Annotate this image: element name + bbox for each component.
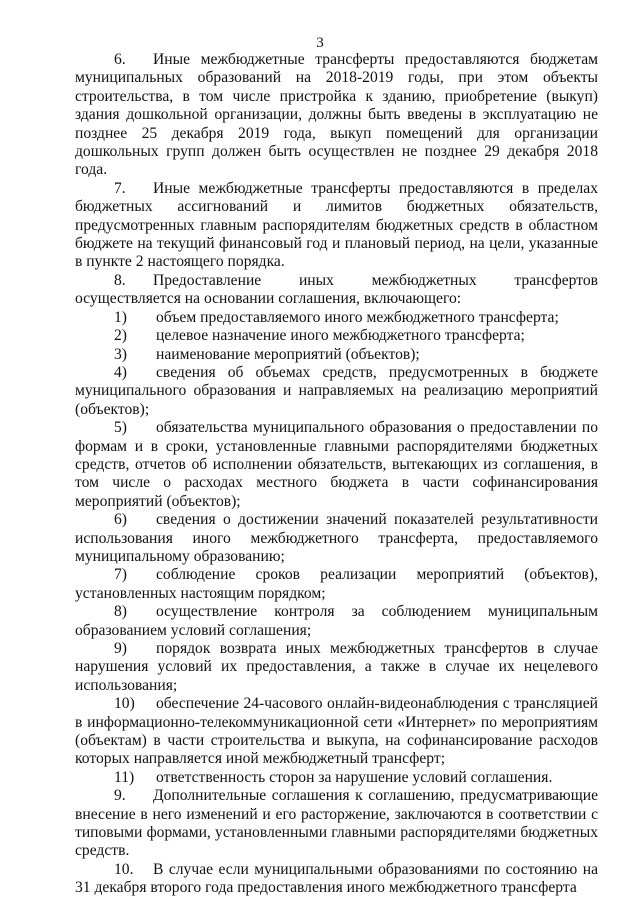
subitem-number: 8): [114, 603, 127, 621]
subitem-1: [75, 309, 598, 327]
subitem-number: 11): [114, 768, 135, 786]
subitem-text: обеспечение 24-часового онлайн-видеонаблюдения с трансляцией в информационно-телекоммуникационной сети «Интернет» по мероприятиям (объектам) в части строительства и выкупа, на софинансирование расходов которых направляется иной межбюджетный трансферт;: [75, 695, 598, 768]
paragraph-9: [75, 787, 598, 861]
subitem-number: 1): [114, 308, 127, 326]
subitem-2: [75, 327, 598, 345]
subitem-number: 10): [114, 695, 135, 713]
paragraph-number: 8.: [114, 271, 126, 289]
subitem-8: [75, 603, 598, 640]
subitem-text: соблюдение сроков реализации мероприятий (объектов), установленных настоящим порядком;: [75, 566, 598, 602]
subitem-text: ответственность сторон за нарушение условий соглашения.: [156, 768, 553, 786]
subitem-text: осуществление контроля за соблюдением муниципальным образованием условий соглашения;: [75, 603, 598, 639]
subitem-number: 2): [114, 327, 127, 345]
subitem-10: [75, 695, 598, 769]
paragraph-7: [75, 180, 598, 272]
paragraph-number: 10.: [114, 860, 134, 878]
paragraph-10: [75, 861, 598, 898]
paragraph-text: Иные межбюджетные трансферты предоставляются в пределах бюджетных ассигнований и лимитов бюджетных обязательств, предусмотренных главным распорядителям бюджетных средств в областном бюджете на текущий финансовый год и плановый период, на цели, указанные в пункте 2 настоящего порядка.: [75, 179, 598, 271]
subitem-11: [75, 769, 598, 787]
subitem-3: [75, 346, 598, 364]
subitem-text: порядок возврата иных межбюджетных трансфертов в случае нарушения условий их предоставления, а также в случае их нецелевого использования;: [75, 640, 598, 694]
page-number: 3: [316, 35, 324, 51]
subitem-number: 7): [114, 566, 127, 584]
paragraph-number: 9.: [114, 787, 126, 805]
subitem-text: сведения об объемах средств, предусмотренных в бюджете муниципального образования и направляемых на реализацию мероприятий (объектов);: [75, 363, 598, 418]
subitem-text: объем предоставляемого иного межбюджетного трансферта;: [156, 308, 559, 326]
subitem-text: наименование мероприятий (объектов);: [156, 345, 420, 363]
subitem-number: 9): [114, 640, 127, 657]
paragraph-text: Предоставление иных межбюджетных трансфертов осуществляется на основании соглашения, включающего:: [75, 271, 598, 308]
subitem-4: [75, 364, 598, 419]
paragraph-text: В случае если муниципальными образованиями по состоянию на 31 декабря второго года предоставления иного межбюджетного трансферта: [75, 860, 598, 897]
paragraph-text: Иные межбюджетные трансферты предоставляются бюджетам муниципальных образований на 2018-2019 годы, при этом объекты строительства, в том числе пристройка к зданию, приобретение (выкуп) здания дошкольной организации, должны быть введены в эксплуатацию не позднее 25 декабря 2019 года, выкуп помещений для организации дошкольных групп должен быть осуществлен не позднее 29 декабря 2018 года.: [75, 51, 598, 179]
subitem-9: [75, 640, 598, 695]
subitem-number: 3): [114, 345, 127, 363]
paragraph-text: Дополнительные соглашения к соглашению, предусматривающие внесение в него изменений и его расторжение, заключаются в соответствии с типовыми формами, установленными главными распорядителями бюджетных средств.: [75, 787, 598, 860]
subitem-6: [75, 511, 598, 566]
paragraph-number: 7.: [114, 179, 126, 197]
subitem-text: целевое назначение иного межбюджетного трансферта;: [156, 327, 525, 345]
paragraph-number: 6.: [114, 51, 126, 68]
subitem-number: 4): [114, 363, 127, 381]
subitem-7: [75, 566, 598, 603]
paragraph-6: [75, 51, 598, 180]
subitem-number: 6): [114, 511, 127, 529]
subitem-text: обязательства муниципального образования о предоставлении по формам и в сроки, установленные главными распорядителями бюджетных средств, отчетов об исполнении обязательств, вытекающих из соглашения, в том числе о расходах местного бюджета в части софинансирования мероприятий (объектов);: [75, 419, 598, 510]
subitem-5: [75, 419, 598, 511]
document-body: [75, 51, 598, 898]
subitem-number: 5): [114, 419, 127, 437]
subitem-text: сведения о достижении значений показателей результативности использования иного межбюджетного трансферта, предоставляемого муниципальному образованию;: [75, 511, 598, 565]
paragraph-8: [75, 272, 598, 309]
